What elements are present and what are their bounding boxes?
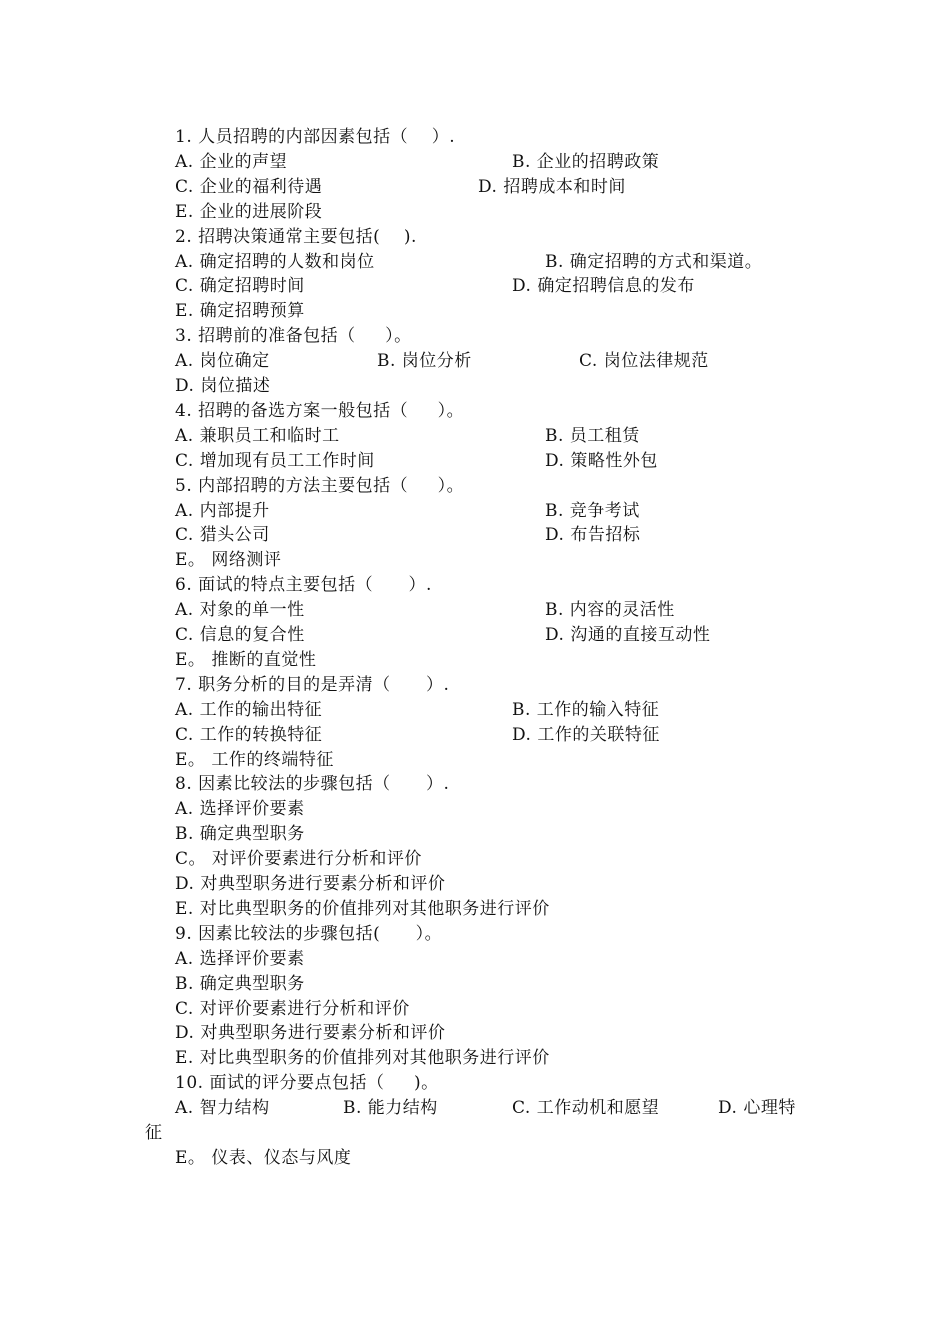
option-line bbox=[175, 424, 640, 449]
option-text: E。 网络测评 bbox=[175, 550, 282, 571]
option-line bbox=[175, 1021, 445, 1046]
option-text: D. 确定招聘信息的发布 bbox=[512, 276, 695, 297]
option-line bbox=[175, 822, 305, 847]
option-line bbox=[175, 349, 709, 374]
option-line bbox=[175, 1046, 550, 1071]
option-text: B. 企业的招聘政策 bbox=[512, 151, 660, 172]
option-text: B. 竞争考试 bbox=[545, 500, 640, 521]
option-text: C. 信息的复合性 bbox=[175, 625, 305, 645]
option-line bbox=[175, 299, 305, 324]
option-text: B. 能力结构 bbox=[343, 1098, 438, 1119]
option-line bbox=[175, 947, 305, 972]
option-text: A. 选择评价要素 bbox=[175, 948, 305, 969]
option-text: C. 猎头公司 bbox=[175, 525, 270, 546]
option-line bbox=[175, 972, 305, 997]
question-text: 4. 招聘的备选方案一般包括（ ）。 bbox=[175, 400, 465, 421]
option-line bbox=[175, 797, 305, 822]
option-line bbox=[175, 548, 281, 573]
option-text: A. 智力结构 bbox=[175, 1098, 270, 1119]
question-line bbox=[175, 673, 449, 698]
option-text: E. 对比典型职务的价值排列对其他职务进行评价 bbox=[175, 1048, 550, 1069]
question-text: 3. 招聘前的准备包括（ ）。 bbox=[175, 326, 412, 347]
option-text: D. 沟通的直接互动性 bbox=[545, 625, 711, 645]
option-text: A. 兼职员工和临时工 bbox=[175, 425, 340, 446]
option-line bbox=[175, 897, 550, 922]
option-text: D. 招聘成本和时间 bbox=[478, 176, 626, 197]
option-text: C. 工作动机和愿望 bbox=[512, 1098, 660, 1119]
option-text: D. 心理特 bbox=[718, 1098, 796, 1119]
question-text: 7. 职务分析的目的是弄清（ ）. bbox=[175, 674, 450, 695]
option-text: A. 工作的输出特征 bbox=[175, 699, 323, 720]
option-text: E。 工作的终端特征 bbox=[175, 749, 334, 770]
option-line bbox=[175, 623, 711, 648]
question-line bbox=[175, 922, 442, 947]
option-text: C. 对评价要素进行分析和评价 bbox=[175, 998, 410, 1019]
question-text: 5. 内部招聘的方法主要包括（ ）。 bbox=[175, 475, 465, 496]
option-line bbox=[175, 847, 422, 872]
option-text: C。 对评价要素进行分析和评价 bbox=[175, 849, 422, 870]
option-text: B. 确定典型职务 bbox=[175, 824, 305, 845]
option-line bbox=[175, 598, 675, 623]
question-line bbox=[175, 399, 464, 424]
option-text: A. 内部提升 bbox=[175, 500, 270, 521]
option-line bbox=[175, 250, 763, 275]
option-text: E. 确定招聘预算 bbox=[175, 301, 305, 322]
option-text: D. 策略性外包 bbox=[545, 450, 658, 471]
option-text: B. 员工租赁 bbox=[545, 425, 640, 446]
option-line bbox=[175, 274, 695, 299]
option-text: A. 岗位确定 bbox=[175, 351, 270, 372]
question-text: 6. 面试的特点主要包括（ ）. bbox=[175, 575, 432, 596]
option-text: B. 岗位分析 bbox=[377, 351, 472, 372]
option-line bbox=[175, 175, 626, 200]
option-text: E. 对比典型职务的价值排列对其他职务进行评价 bbox=[175, 898, 550, 919]
option-line bbox=[175, 499, 640, 524]
wrapped-text-line bbox=[145, 1121, 163, 1146]
question-text: 9. 因素比较法的步骤包括( ）。 bbox=[175, 923, 443, 944]
option-text: D. 工作的关联特征 bbox=[512, 724, 660, 745]
option-text: E. 企业的进展阶段 bbox=[175, 201, 323, 222]
option-text: C. 工作的转换特征 bbox=[175, 724, 323, 745]
question-line bbox=[175, 772, 449, 797]
option-text: A. 企业的声望 bbox=[175, 151, 288, 172]
option-text: A. 确定招聘的人数和岗位 bbox=[175, 251, 375, 272]
option-text: D. 岗位描述 bbox=[175, 376, 271, 396]
option-text: E。 推断的直觉性 bbox=[175, 649, 317, 670]
option-line bbox=[175, 523, 641, 548]
question-text: 2. 招聘决策通常主要包括( ). bbox=[175, 226, 417, 247]
option-line bbox=[175, 150, 660, 175]
option-text: B. 确定典型职务 bbox=[175, 973, 305, 994]
option-text: A. 对象的单一性 bbox=[175, 600, 305, 621]
question-line bbox=[175, 1071, 439, 1096]
option-text: B. 内容的灵活性 bbox=[545, 600, 675, 621]
option-text: D. 布告招标 bbox=[545, 525, 641, 546]
line-text: 征 bbox=[145, 1123, 163, 1143]
option-line bbox=[175, 449, 658, 474]
question-line bbox=[175, 125, 455, 150]
option-line bbox=[175, 872, 445, 897]
option-line bbox=[175, 1096, 796, 1121]
option-text: B. 确定招聘的方式和渠道。 bbox=[545, 251, 763, 272]
option-text: D. 对典型职务进行要素分析和评价 bbox=[175, 1023, 446, 1044]
option-line bbox=[175, 374, 270, 399]
option-text: C. 岗位法律规范 bbox=[579, 351, 709, 372]
option-text: C. 企业的福利待遇 bbox=[175, 176, 323, 197]
option-line bbox=[175, 648, 316, 673]
option-line bbox=[175, 698, 660, 723]
question-line bbox=[175, 474, 464, 499]
option-text: E。 仪表、仪态与风度 bbox=[175, 1147, 352, 1168]
question-line bbox=[175, 324, 412, 349]
option-text: B. 工作的输入特征 bbox=[512, 699, 660, 720]
question-text: 1. 人员招聘的内部因素包括（ ）. bbox=[175, 127, 456, 147]
question-line bbox=[175, 573, 432, 598]
question-text: 8. 因素比较法的步骤包括（ ）. bbox=[175, 774, 450, 795]
question-text: 10. 面试的评分要点包括（ )。 bbox=[175, 1073, 439, 1094]
option-line bbox=[175, 200, 322, 225]
option-line bbox=[175, 723, 660, 748]
option-text: C. 增加现有员工工作时间 bbox=[175, 450, 375, 471]
option-line bbox=[175, 1146, 351, 1171]
option-line bbox=[175, 997, 410, 1022]
option-text: C. 确定招聘时间 bbox=[175, 276, 305, 297]
option-text: D. 对典型职务进行要素分析和评价 bbox=[175, 874, 446, 894]
question-line bbox=[175, 225, 417, 250]
option-line bbox=[175, 748, 334, 773]
option-text: A. 选择评价要素 bbox=[175, 799, 305, 820]
